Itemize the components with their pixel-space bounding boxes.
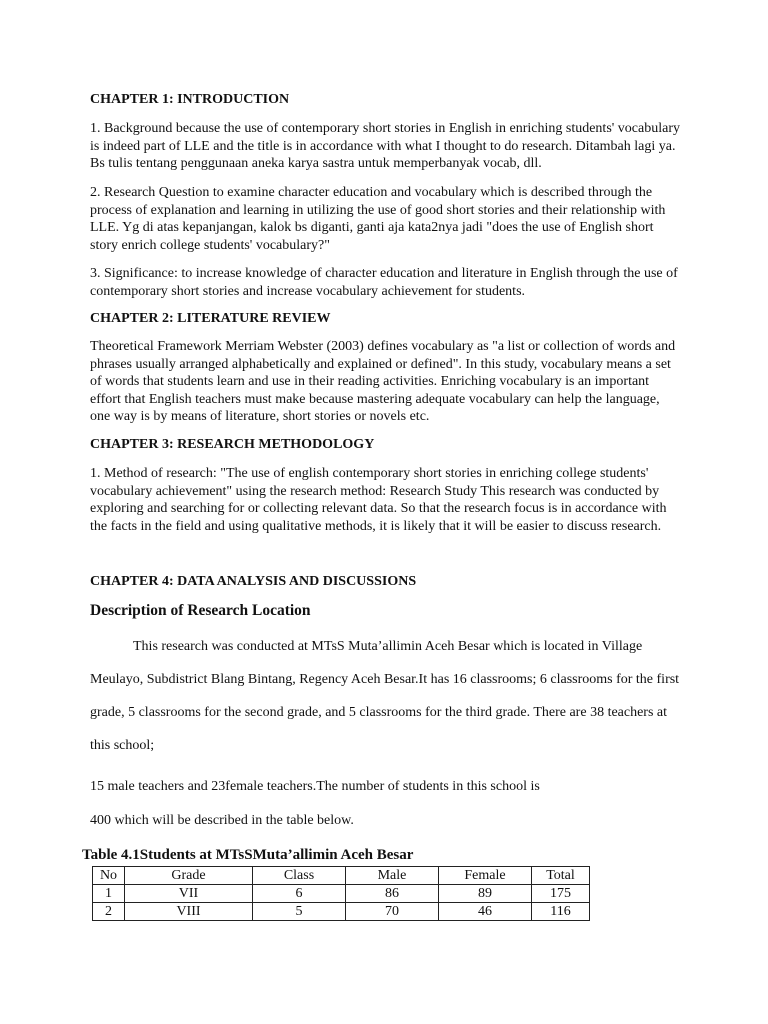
chapter-1-background-paragraph: 1. Background because the use of contemporary short stories in English in enriching students' vocabulary is indeed part of LLE and the title is in accordance with what I thought to do research. Ditambah lagi ya. Bs tulis tentang penggunaan aneka karya sastra untuk memperbanyak vocab, dll. (90, 121, 680, 172)
table-header-female: Female (439, 867, 532, 885)
table-cell-female: 89 (439, 885, 532, 903)
table-cell-female: 46 (439, 903, 532, 921)
research-location-line-4: this school; (90, 738, 155, 753)
research-location-line-1: This research was conducted at MTsS Muta’allimin Aceh Besar which is located in Village (133, 639, 643, 654)
chapter-2-heading: CHAPTER 2: LITERATURE REVIEW (90, 311, 331, 326)
chapter-3-heading: CHAPTER 3: RESEARCH METHODOLOGY (90, 437, 375, 452)
table-header-male: Male (346, 867, 439, 885)
research-location-subheading: Description of Research Location (90, 602, 311, 619)
chapter-4-heading: CHAPTER 4: DATA ANALYSIS AND DISCUSSIONS (90, 574, 417, 589)
chapter-1-significance-paragraph: 3. Significance: to increase knowledge of character education and literature in English through the use of contemporary short stories and increase vocabulary achievement for students. (90, 266, 678, 299)
table-header-grade: Grade (125, 867, 253, 885)
table-cell-male: 86 (346, 885, 439, 903)
table-row (93, 885, 590, 903)
table-header-class: Class (253, 867, 346, 885)
chapter-1-heading: CHAPTER 1: INTRODUCTION (90, 92, 290, 107)
table-caption: Table 4.1Students at MTsSMuta’allimin Aceh Besar (82, 847, 414, 863)
research-location-line-5: 15 male teachers and 23female teachers.The number of students in this school is (90, 779, 540, 794)
table-cell-class: 6 (253, 885, 346, 903)
table-cell-total: 175 (532, 885, 590, 903)
table-header-total: Total (532, 867, 590, 885)
chapter-3-method-paragraph: 1. Method of research: "The use of english contemporary short stories in enriching college students' vocabulary achievement" using the research method: Research Study This research was conducted by exploring and searching for or collecting relevant data. So that the research focus is in accordance with the facts in the field and using qualitative methods, it is likely that it will be easier to discuss research. (90, 466, 667, 534)
table-cell-grade: VII (125, 885, 253, 903)
table-row (93, 903, 590, 921)
research-location-line-6: 400 which will be described in the table below. (90, 813, 354, 828)
students-table (92, 866, 590, 921)
chapter-1-research-question-paragraph: 2. Research Question to examine character education and vocabulary which is described through the process of explanation and learning in utilizing the use of good short stories and their relationship with LLE. Yg di atas kepanjangan, kalok bs diganti, ganti aja kata2nya jadi "does the use of English short story enrich college students' vocabulary?" (90, 185, 666, 253)
table-cell-male: 70 (346, 903, 439, 921)
table-cell-class: 5 (253, 903, 346, 921)
table-header-no: No (93, 867, 125, 885)
table-cell-total: 116 (532, 903, 590, 921)
table-cell-no: 2 (93, 903, 125, 921)
table-cell-no: 1 (93, 885, 125, 903)
chapter-2-framework-paragraph: Theoretical Framework Merriam Webster (2003) defines vocabulary as "a list or collection of words and phrases usually arranged alphabetically and explained or defined". In this study, vocabulary means a set of words that students learn and use in their reading activities. Enriching vocabulary is an important effort that English teachers must make because mastering adequate vocabulary can help the language, one way is by means of literature, short stories or novels etc. (90, 339, 676, 425)
research-location-line-2: Meulayo, Subdistrict Blang Bintang, Regency Aceh Besar.It has 16 classrooms; 6 classrooms for the first (90, 672, 680, 687)
table-cell-grade: VIII (125, 903, 253, 921)
table-header-row (93, 867, 590, 885)
research-location-line-3: grade, 5 classrooms for the second grade, and 5 classrooms for the third grade. There are 38 teachers at (90, 705, 668, 720)
